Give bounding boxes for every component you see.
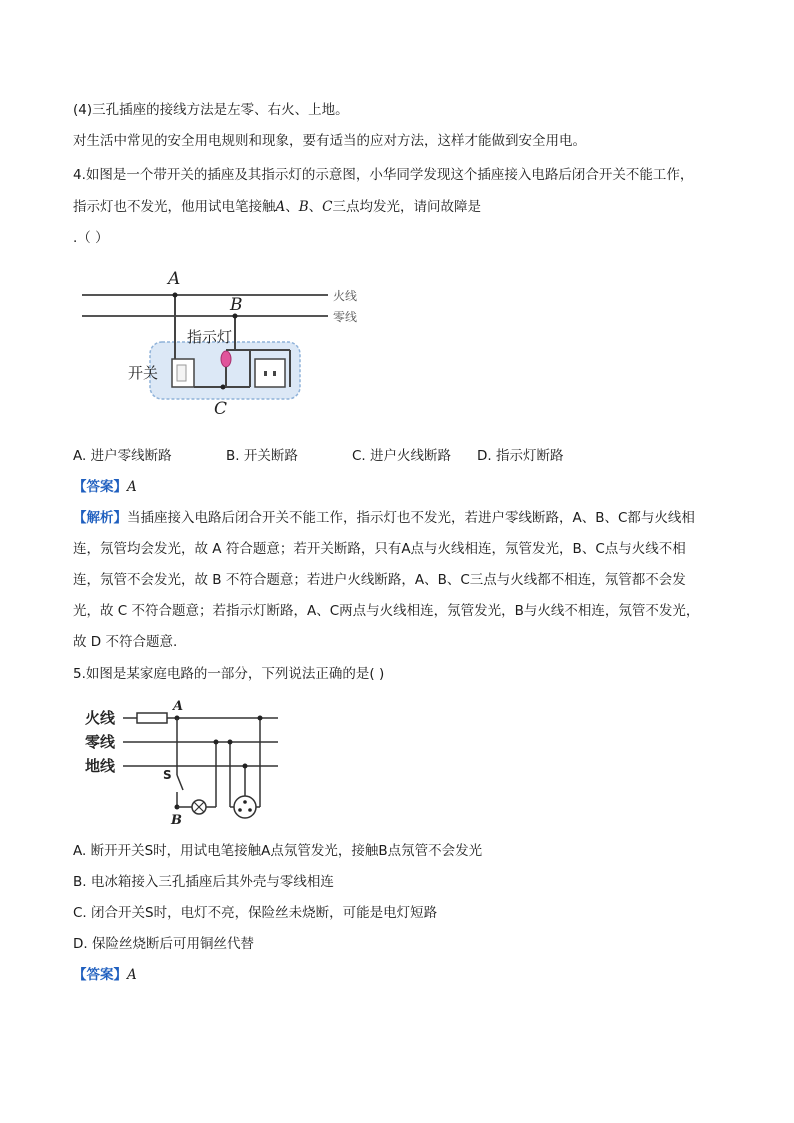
q4-circuit-figure bbox=[80, 262, 380, 422]
intro-line-1: (4)三孔插座的接线方法是左零、右火、上地。 bbox=[73, 102, 349, 118]
q4-option-c: C. 进户火线断路 bbox=[352, 448, 452, 464]
q4-answer-value: A bbox=[127, 479, 137, 495]
q5-fuse bbox=[137, 713, 167, 723]
q5-label-b: B bbox=[171, 813, 182, 828]
q5-option-d: D. 保险丝烧断后可用铜丝代替 bbox=[73, 936, 254, 952]
q5-answer bbox=[73, 965, 137, 985]
q4-analysis-text-1: 当插座接入电路后闭合开关不能工作，指示灯也不发光，若进户零线断路，A、B、C都与火线相 bbox=[127, 510, 695, 526]
q4-live-label: 火线 bbox=[333, 289, 358, 303]
q4-stem-sep-2: 、 bbox=[308, 199, 323, 215]
q4-switch-key bbox=[177, 365, 186, 381]
q4-label-a: A bbox=[168, 269, 181, 289]
q4-switch-label: 开关 bbox=[128, 364, 159, 382]
q4-stem-line-3: .（ ） bbox=[73, 230, 109, 246]
q5-ground-label: 地线 bbox=[85, 757, 116, 775]
q4-analysis-line-4: 光，故 C 不符合题意；若指示灯断路，A、C两点与火线相连，氖管发光，B与火线不相连，氖管不发光， bbox=[73, 603, 700, 619]
q4-stem-line-1: 4.如图是一个带开关的插座及其指示灯的示意图，小华同学发现这个插座接入电路后闭合开关不能工作， bbox=[73, 167, 694, 183]
q5-node-live bbox=[258, 716, 263, 721]
q5-option-a: A. 断开开关S时，用试电笔接触A点氖管发光，接触B点氖管不会发光 bbox=[73, 843, 483, 859]
q4-analysis-line-1 bbox=[73, 508, 695, 528]
q4-stem-point-a: A bbox=[275, 199, 286, 215]
q4-socket-hole-left bbox=[264, 371, 267, 376]
q4-indicator-label: 指示灯 bbox=[187, 328, 233, 346]
q4-analysis-tag: 【解析】 bbox=[73, 510, 127, 526]
q4-socket-outlet bbox=[255, 359, 285, 387]
q4-node-c bbox=[221, 385, 226, 390]
q5-node-ground bbox=[243, 764, 248, 769]
q5-socket-hole-right bbox=[248, 808, 252, 812]
q5-neutral-label: 零线 bbox=[85, 733, 116, 751]
q5-three-hole-socket bbox=[234, 796, 256, 818]
intro-line-2: 对生活中常见的安全用电规则和现象，要有适当的应对方法，这样才能做到安全用电。 bbox=[73, 133, 586, 149]
q4-answer bbox=[73, 477, 137, 497]
q5-live-label: 火线 bbox=[85, 709, 116, 727]
q5-switch-blade bbox=[177, 775, 183, 790]
q4-option-d: D. 指示灯断路 bbox=[477, 448, 564, 464]
q4-analysis-line-5: 故 D 不符合题意. bbox=[73, 634, 178, 650]
q5-stem: 5.如图是某家庭电路的一部分，下列说法正确的是( ) bbox=[73, 666, 385, 682]
q4-stem-sep-1: 、 bbox=[285, 199, 299, 215]
q5-circuit-figure bbox=[85, 700, 305, 830]
q4-analysis-line-2: 连，氖管均会发光，故 A 符合题意；若开关断路，只有A点与火线相连，氖管发光，B、C点与火线不相 bbox=[73, 541, 686, 557]
q5-node-neutral-1 bbox=[214, 740, 219, 745]
q4-analysis-line-3: 连，氖管不会发光，故 B 不符合题意；若进户火线断路，A、B、C三点与火线都不相连，氖管都不会发 bbox=[73, 572, 686, 588]
q4-label-c: C bbox=[214, 399, 228, 419]
q5-label-s: S bbox=[163, 768, 172, 782]
q5-socket-hole-top bbox=[243, 800, 247, 804]
q4-answer-tag: 【答案】 bbox=[73, 479, 127, 495]
q4-stem-point-b: B bbox=[298, 199, 309, 215]
q4-stem-text-b: 三点均发光，请问故障是 bbox=[332, 199, 482, 215]
q5-answer-value: A bbox=[127, 967, 137, 983]
q5-label-a: A bbox=[173, 699, 184, 714]
q5-socket-hole-left bbox=[238, 808, 242, 812]
q5-node-neutral-2 bbox=[228, 740, 233, 745]
q5-option-b: B. 电冰箱接入三孔插座后其外壳与零线相连 bbox=[73, 874, 334, 890]
q4-option-a: A. 进户零线断路 bbox=[73, 448, 172, 464]
q4-neutral-label: 零线 bbox=[333, 310, 358, 324]
q5-answer-tag: 【答案】 bbox=[73, 967, 127, 983]
q4-option-b: B. 开关断路 bbox=[226, 448, 298, 464]
q4-stem-line-2 bbox=[73, 197, 481, 217]
q4-label-b: B bbox=[230, 295, 243, 315]
q4-stem-text-a: 指示灯也不发光，他用试电笔接触 bbox=[73, 199, 276, 215]
q4-stem-point-c: C bbox=[322, 199, 333, 215]
q4-socket-hole-right bbox=[273, 371, 276, 376]
q5-option-c: C. 闭合开关S时，电灯不亮，保险丝未烧断，可能是电灯短路 bbox=[73, 905, 438, 921]
q4-indicator-lamp bbox=[221, 351, 231, 367]
q4-node-a bbox=[173, 293, 178, 298]
